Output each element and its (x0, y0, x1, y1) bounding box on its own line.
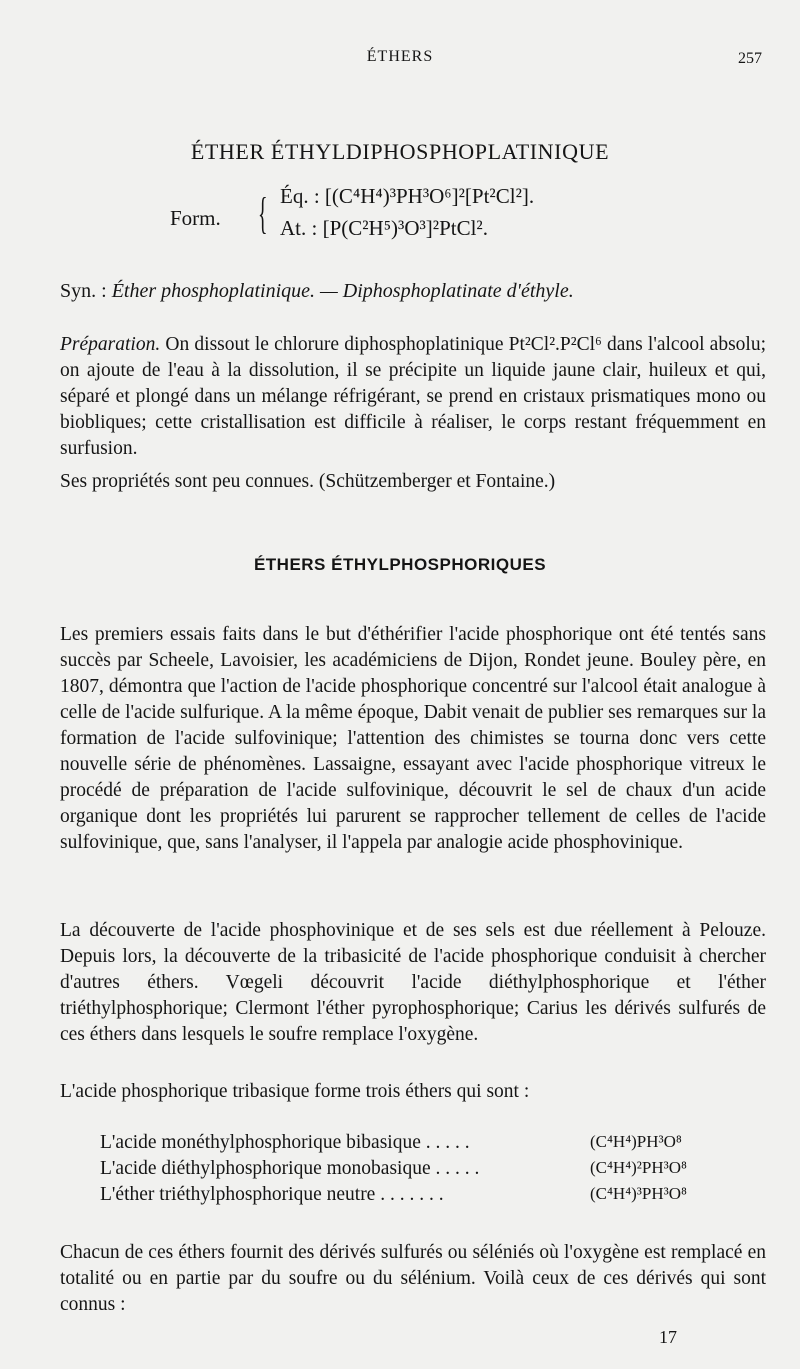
ethers-list (100, 1132, 780, 1210)
preparation-text: On dissout le chlorure diphosphoplatinique Pt²Cl².P²Cl⁶ dans l'alcool absolu; on ajoute de l'eau à la dissolution, il se précipite un liquide jaune clair, huileux et qui, séparé et plongé dans un mélange réfrigérant, se prend en cristaux prismatiques mono ou biobliques; cette cristallisation est difficile à réaliser, le corps restant fréquemment en surfusion. (60, 334, 767, 459)
section-title-diphosphoplatinique: ÉTHER ÉTHYLDIPHOSPHOPLATINIQUE (190, 139, 610, 164)
preparation-label: Préparation. (60, 334, 161, 355)
running-title: ÉTHERS (366, 48, 434, 65)
printer-signature: 17 (659, 1327, 677, 1347)
preparation-paragraph (60, 332, 766, 462)
list-item-formula: (C⁴H⁴)³PH³O⁸ (590, 1184, 687, 1203)
synonyms (60, 280, 574, 303)
history-paragraph: Les premiers essais faits dans le but d'éthérifier l'acide phosphorique ont été tentés sans succès par Scheele, Lavoisier, les académiciens de Dijon, Rondet jeune. Bouley père, en 1807, démontra que l'action de l'acide phosphorique concentré sur l'alcool était analogue à celle de l'acide sulfurique. A la même époque, Dabit venait de publier ses remarques sur la formation de l'acide sulfovinique; l'attention des chimistes se tourna donc vers cette nouvelle série de phénomènes. Lassaigne, essayant avec l'acide phosphorique vitreux le procédé de préparation de l'acide sulfovinique, découvrit le sel de chaux d'un acide organique dont les propriétés lui parurent se rapprocher tellement de celles de l'acide sulfovinique, que, sans l'analyser, il l'appela par analogie acide phosphovinique. (60, 624, 766, 853)
discovery-paragraph: La découverte de l'acide phosphovinique et de ses sels est due réellement à Pelouze. Depuis lors, la découverte de la tribasicité de l'acide phosphorique conduisit à chercher d'autres éthers. Vœgeli découvrit l'acide diéthylphosphorique et l'éther triéthylphosphorique; Clermont l'éther pyrophosphorique; Carius les dérivés sulfurés de ces éthers dans lesquels le soufre remplace l'oxygène. (60, 920, 766, 1045)
formula-brace: { (258, 189, 268, 238)
section-title-ethylphosphoriques: ÉTHERS ÉTHYLPHOSPHORIQUES (253, 555, 547, 574)
list-item (100, 1132, 780, 1158)
list-item-name: L'acide monéthylphosphorique bibasique . . . . . (100, 1132, 470, 1153)
synonyms-text: Éther phosphoplatinique. — Diphosphoplatinate d'éthyle. (111, 280, 574, 302)
page-number: 257 (738, 50, 762, 67)
list-item-name: L'acide diéthylphosphorique monobasique . . . . . (100, 1158, 480, 1179)
list-item-formula: (C⁴H⁴)²PH³O⁸ (590, 1158, 687, 1177)
list-item-name: L'éther triéthylphosphorique neutre . . . . . . . (100, 1184, 444, 1205)
list-item-formula: (C⁴H⁴)PH³O⁸ (590, 1132, 682, 1151)
derivatives-paragraph: Chacun de ces éthers fournit des dérivés sulfurés ou séléniés où l'oxygène est remplacé en totalité ou en partie par du soufre ou du sélénium. Voilà ceux de ces dérivés qui sont connus : (60, 1242, 766, 1315)
list-item (100, 1184, 780, 1210)
properties-paragraph: Ses propriétés sont peu connues. (Schützemberger et Fontaine.) (60, 471, 556, 492)
formula-equivalent: Éq. : [(C⁴H⁴)³PH³O⁶]²[Pt²Cl²]. (280, 184, 535, 208)
formula-atomic: At. : [P(C²H⁵)³O³]²PtCl². (280, 216, 488, 240)
list-item (100, 1158, 780, 1184)
intro-list-paragraph: L'acide phosphorique tribasique forme trois éthers qui sont : (60, 1081, 530, 1102)
synonyms-label: Syn. : (60, 280, 107, 302)
formula-label: Form. (170, 206, 221, 230)
